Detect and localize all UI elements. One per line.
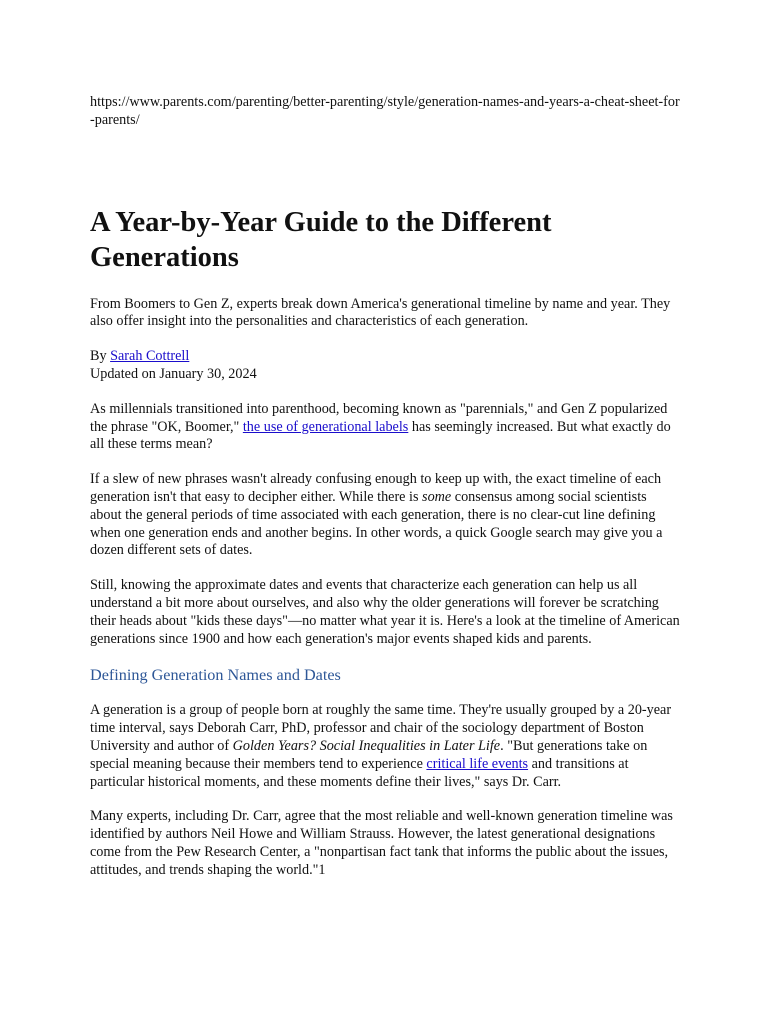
paragraph-definition-text-2: . "But generations take on special meaning because their members tend to experience [90,737,648,772]
byline [90,348,680,384]
author-link[interactable]: Sarah Cottrell [110,348,190,365]
author-line [90,348,680,366]
source-url: https://www.parents.com/parenting/better-parenting/style/generation-names-and-years-a-cheat-sheet-for-parents/ [90,94,680,128]
paragraph-definition-text-3: and transitions at particular historical moments, and these moments define their lives," says Dr. Carr. [90,755,629,790]
book-title: Golden Years? Social Inequalities in Later Life [232,737,501,754]
paragraph-intro-text-1: As millennials transitioned into parenthood, becoming known as "parennials," and Gen Z popularized the phrase "OK, Boomer," [90,400,668,435]
updated-date: Updated on January 30, 2024 [90,365,257,382]
article [90,94,680,880]
paragraph-timeline-text-1: If a slew of new phrases wasn't already confusing enough to keep up with, the exact timeline of each generation isn't that easy to decipher either. While there is [90,471,662,505]
paragraph-experts: Many experts, including Dr. Carr, agree that the most reliable and well-known generation timeline was identified by authors Neil Howe and William Strauss. However, the latest generational designations come from the Pew Research Center, a "nonpartisan fact tank that informs the public about the issues, attitudes, and trends shaping the world."1 [90,808,673,878]
byline-prefix: By [90,348,111,365]
paragraph-intro [90,401,680,454]
article-title: A Year-by-Year Guide to the Different Generations [90,206,552,273]
section-heading: Defining Generation Names and Dates [90,666,341,685]
emphasis-some: some [422,488,452,505]
critical-life-events-link[interactable]: critical life events [426,755,529,772]
paragraph-intro-text-2: has seemingly increased. But what exactly do all these terms mean? [90,418,671,453]
article-subtitle: From Boomers to Gen Z, experts break down America's generational timeline by name and year. They also offer insight into the personalities and characteristics of each generation. [90,295,671,330]
paragraph-timeline [90,471,680,560]
paragraph-timeline-text-2: consensus among social scientists about the general periods of time associated with each generation, there is no clear-cut line defining when one generation ends and another begins. In other words, a quick Google search may give you a dozen different sets of dates. [90,488,663,559]
paragraph-definition [90,702,680,791]
paragraph-overview: Still, knowing the approximate dates and events that characterize each generation can help us all understand a bit more about ourselves, and also why the older generations will forever be scratching their heads about "kids these days"—no matter what year it is. Here's a look at the timeline of American generations since 1900 and how each generation's major events shaped kids and parents. [90,577,680,647]
paragraph-definition-text-1: A generation is a group of people born at roughly the same time. They're usually grouped by a 20-year time interval, says Deborah Carr, PhD, professor and chair of the sociology department of Boston University and author of [90,702,672,754]
generational-labels-link[interactable]: the use of generational labels [242,418,409,435]
